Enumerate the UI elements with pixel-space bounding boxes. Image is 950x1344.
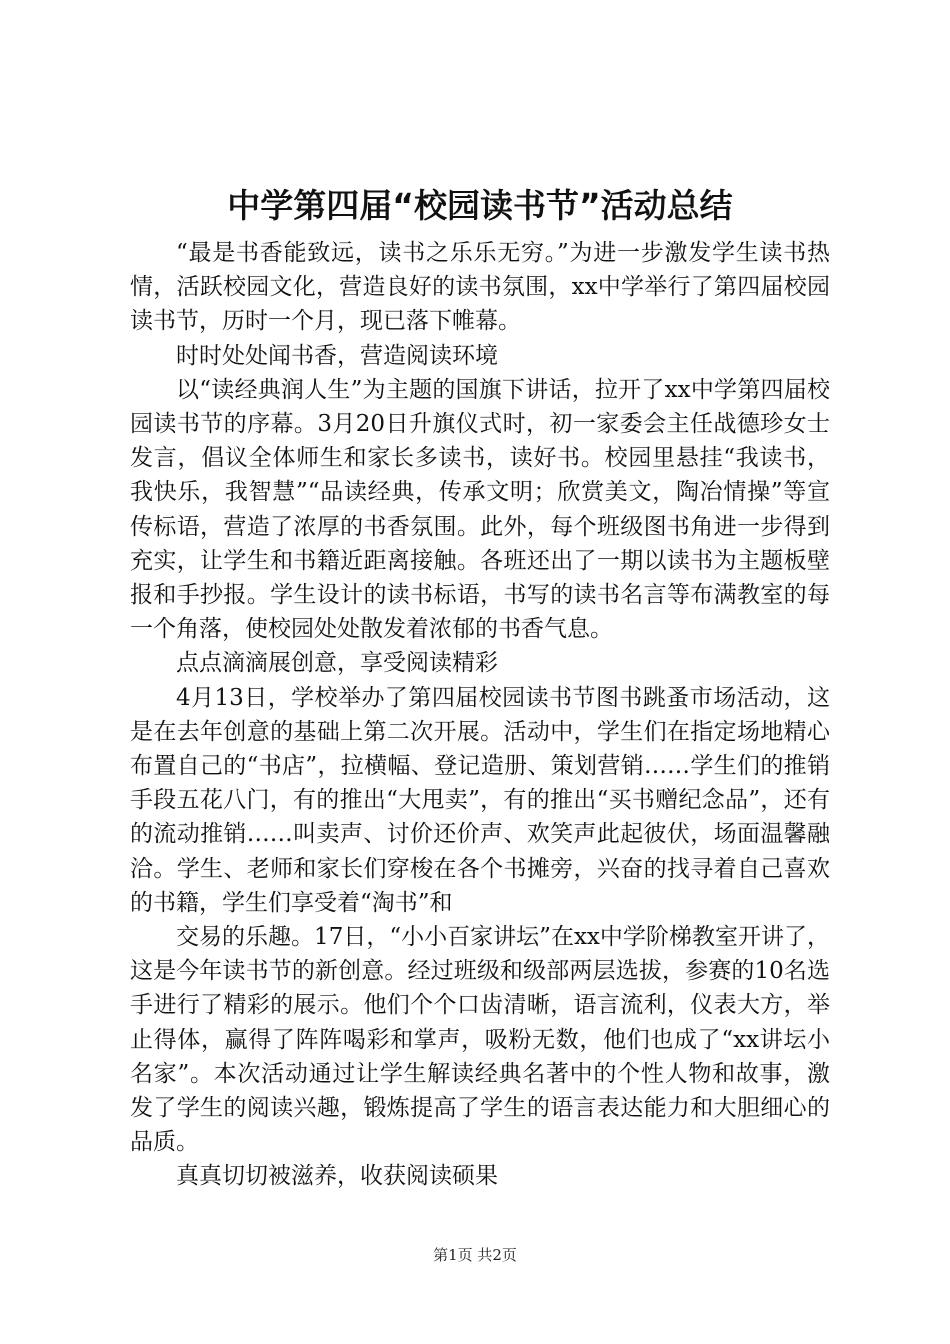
paragraph-lecture: 交易的乐趣。17日，“小小百家讲坛”在xx中学阶梯教室开讲了，这是今年读书节的新创意。经过班级和级部两层选拔，参赛的10名选手进行了精彩的展示。他们个个口齿清晰，语言流利，仪表大方，举止得体，赢得了阵阵喝彩和掌声，吸粉无数，他们也成了“xx讲坛小名家”。本次活动通过让学生解读经典名著中的个性人物和故事，激发了学生的阅读兴趣，锻炼提高了学生的语言表达能力和大胆细心的品质。 xyxy=(130,924,830,1156)
paragraph-flea-market: 4月13日，学校举办了第四届校园读书节图书跳蚤市场活动，这是在去年创意的基础上第二次开展。活动中，学生们在指定场地精心布置自己的“书店”，拉横幅、登记造册、策划营销……学生们的推销手段五花八门，有的推出“大甩卖”，有的推出“买书赠纪念品”，还有的流动推销……叫卖声、讨价还价声、欢笑声此起彼伏，场面温馨融洽。学生、老师和家长们穿梭在各个书摊旁，兴奋的找寻着自己喜欢的书籍，学生们享受着“淘书”和 xyxy=(130,684,830,916)
page-footer: 第1页 共2页 xyxy=(433,1246,517,1264)
section-heading-harvest: 真真切切被滋养，收获阅读硕果 xyxy=(176,1163,498,1190)
paragraph-environment: 以“读经典润人生”为主题的国旗下讲话，拉开了xx中学第四届校园读书节的序幕。3月20日升旗仪式时，初一家委会主任战德珍女士发言，倡议全体师生和家长多读书，读好书。校园里悬挂“我读书，我快乐，我智慧”“品读经典，传承文明；欣赏美文，陶冶情操”等宣传标语，营造了浓厚的书香氛围。此外，每个班级图书角进一步得到充实，让学生和书籍近距离接触。各班还出了一期以读书为主题板壁报和手抄报。学生设计的读书标语，书写的读书名言等布满教室的每一个角落，使校园处处散发着浓郁的书香气息。 xyxy=(130,376,830,643)
document-title: 中学第四届“校园读书节”活动总结 xyxy=(227,186,733,225)
section-heading-creativity: 点点滴滴展创意，享受阅读精彩 xyxy=(176,650,498,677)
section-heading-environment: 时时处处闻书香，营造阅读环境 xyxy=(176,342,498,369)
paragraph-intro: “最是书香能致远，读书之乐乐无穷。”为进一步激发学生读书热情，活跃校园文化，营造良好的读书氛围，xx中学举行了第四届校园读书节，历时一个月，现已落下帷幕。 xyxy=(130,240,830,335)
document-page xyxy=(130,182,830,1194)
